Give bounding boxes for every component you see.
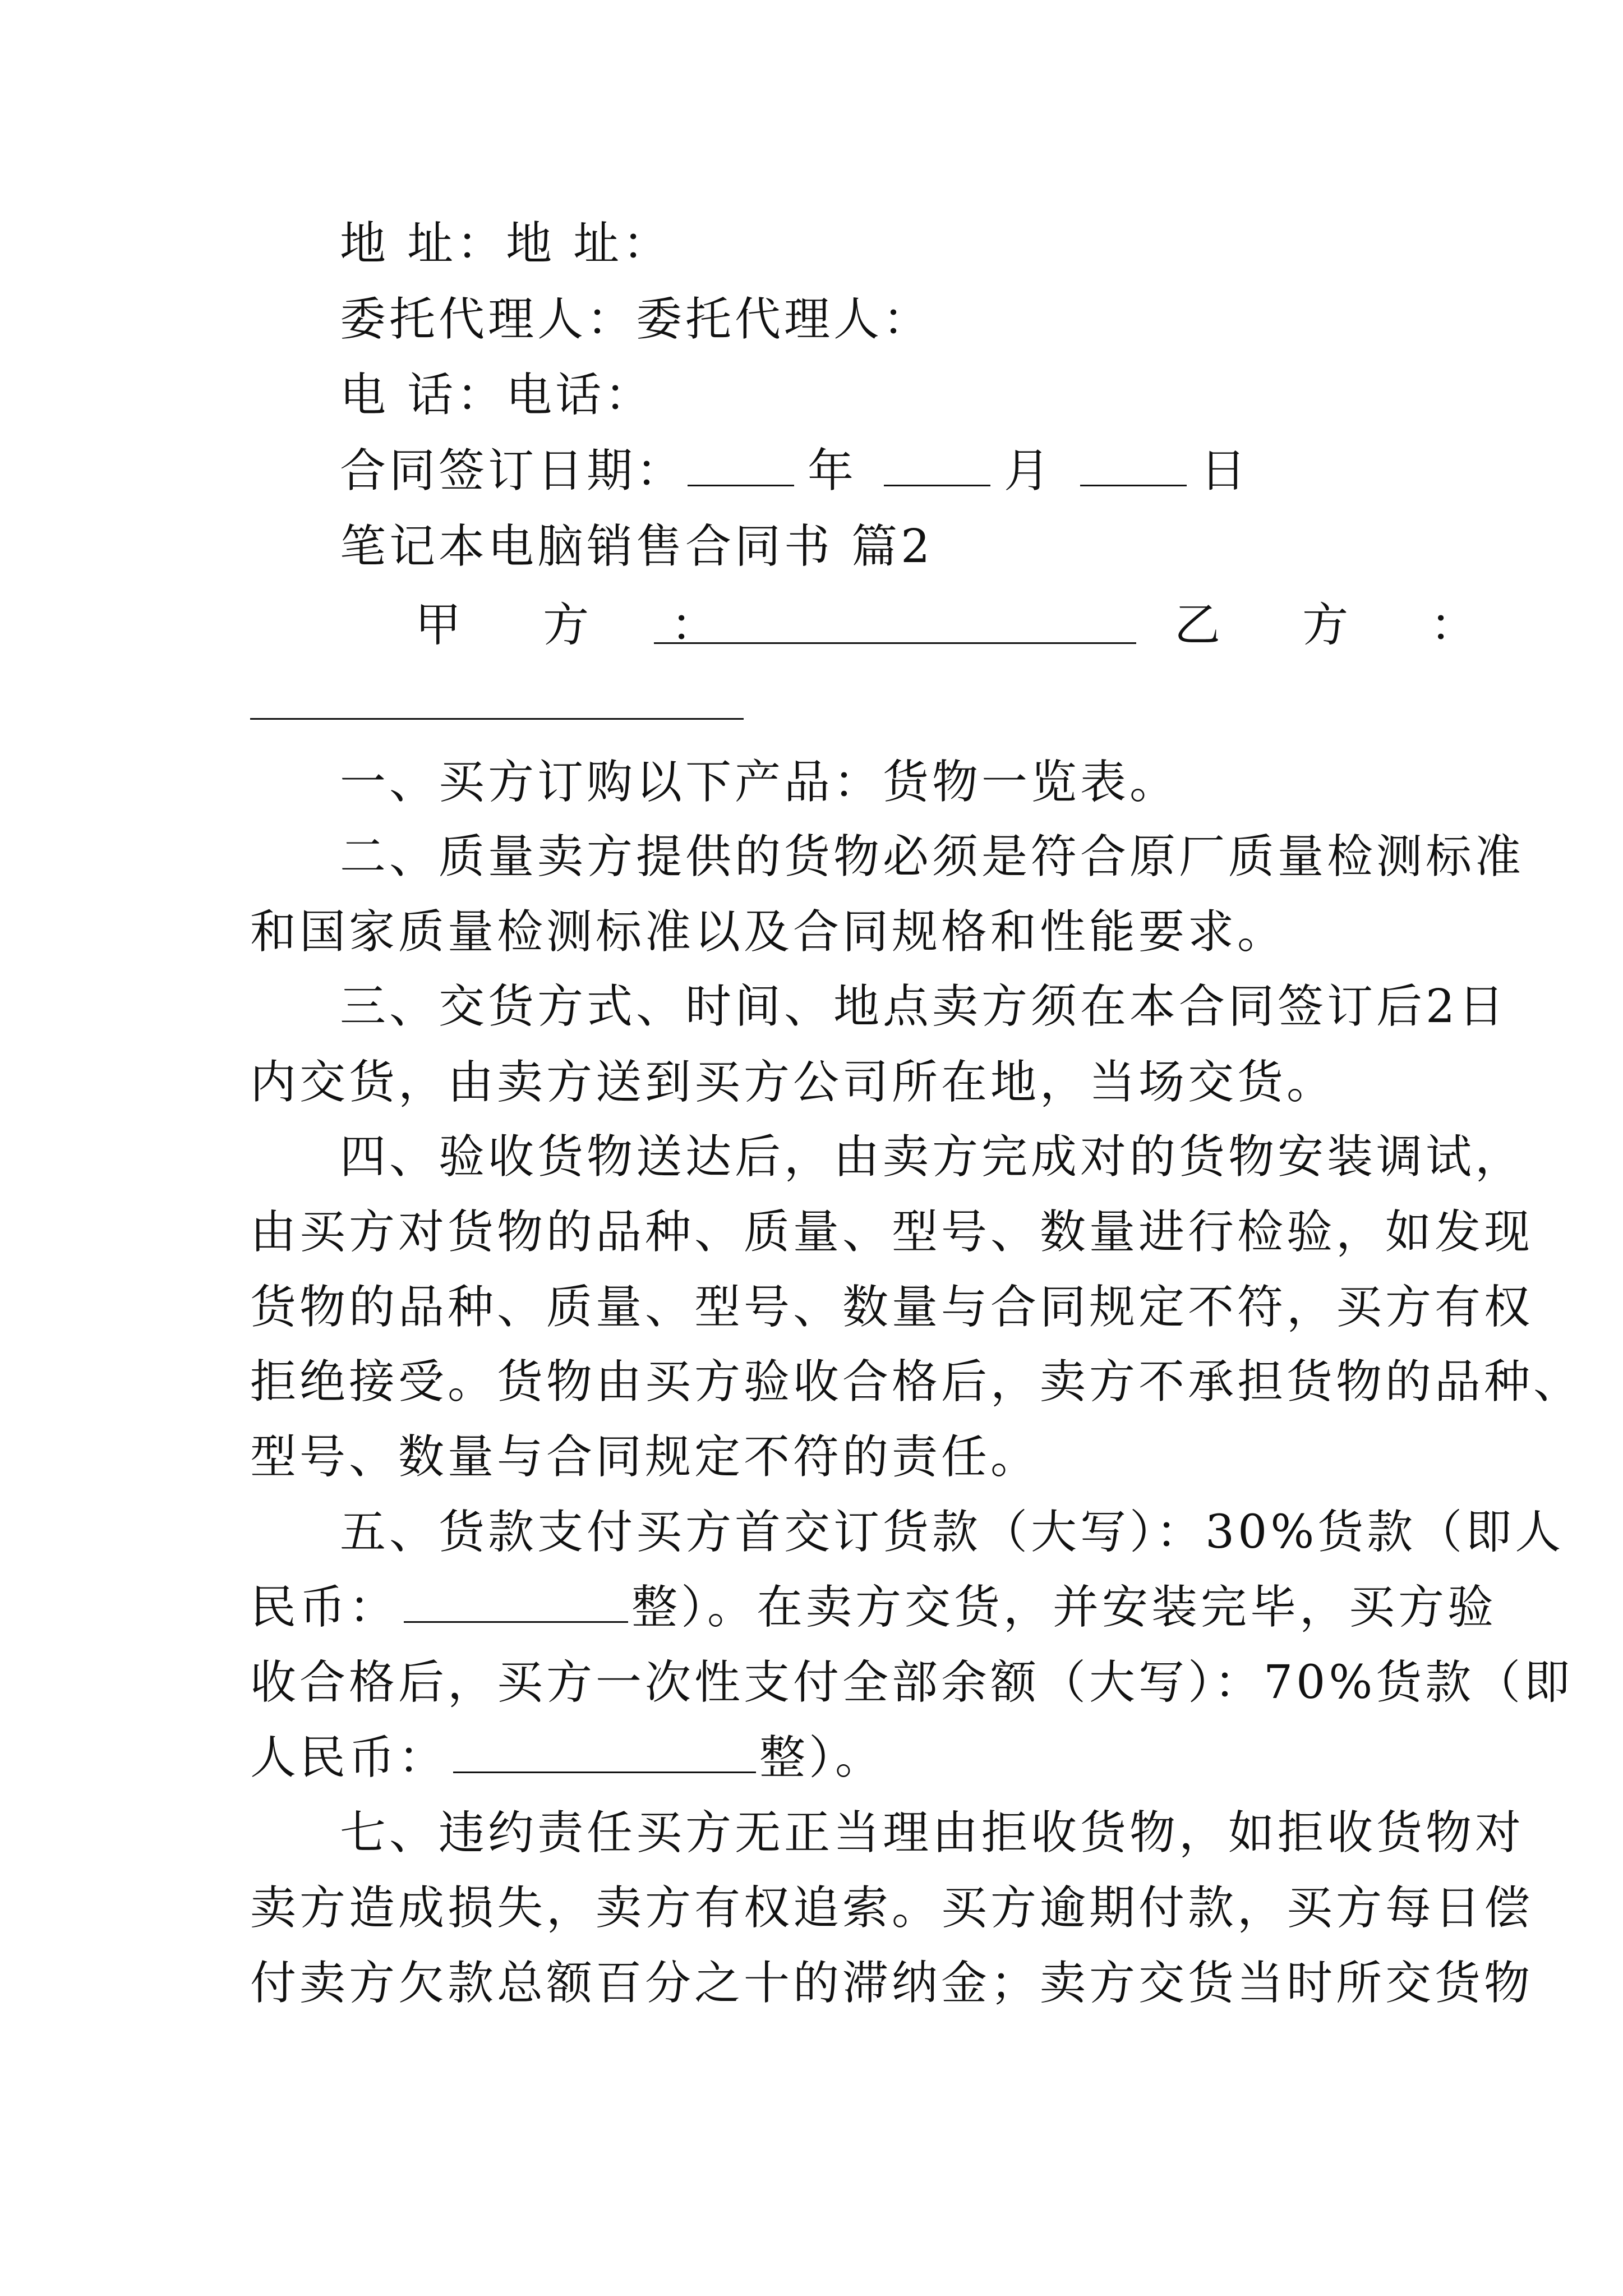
clause-7-line-1: 七、违约责任买方无正当理由拒收货物，如拒收货物对 xyxy=(340,1806,1525,1860)
month-label: 月 xyxy=(1004,444,1054,498)
clause-5-line-1: 五、货款支付买方首交订货款（大写）：30%货款（即人 xyxy=(340,1506,1565,1559)
clause-2-line-2: 和国家质量检测标准以及合同规格和性能要求。 xyxy=(250,905,1287,959)
clause-4-line-1: 四、验收货物送达后，由卖方完成对的货物安装调试， xyxy=(340,1130,1525,1184)
address-line: 地 址：地 址： xyxy=(340,217,672,270)
clause-7-line-3: 付卖方欠款总额百分之十的滞纳金；卖方交货当时所交货物 xyxy=(250,1957,1534,2010)
clause-5-line-4 xyxy=(250,1730,1394,1786)
day-label: 日 xyxy=(1200,444,1250,498)
clause-3-line-2: 内交货，由卖方送到买方公司所在地，当场交货。 xyxy=(250,1056,1336,1109)
clause-4-line-5: 型号、数量与合同规定不符的责任。 xyxy=(250,1430,1040,1484)
clause-5-line-2 xyxy=(250,1580,1497,1636)
clause-5-line-4-prefix: 人民币： xyxy=(250,1731,448,1784)
clause-4-line-2: 由买方对货物的品种、质量、型号、数量进行检验，如发现 xyxy=(250,1205,1534,1259)
sign-date-label: 合同签订日期： xyxy=(340,444,686,498)
day-blank xyxy=(1080,445,1187,486)
clause-4-line-4: 拒绝接受。货物由买方验收合格后，卖方不承担货物的品种、 xyxy=(250,1355,1583,1409)
clause-5-line-2-suffix: 整）。在卖方交货，并安装完毕，买方验 xyxy=(631,1581,1497,1634)
clause-4-line-3: 货物的品种、质量、型号、数量与合同规定不符，买方有权 xyxy=(250,1281,1534,1334)
clause-3-line-1: 三、交货方式、时间、地点卖方须在本合同签订后2日 xyxy=(340,980,1508,1033)
rmb-70-blank xyxy=(453,1732,756,1773)
year-label: 年 xyxy=(808,444,857,498)
party-a-label: 甲 方 ： xyxy=(415,599,751,652)
clause-5-line-2-prefix: 民币： xyxy=(250,1581,399,1634)
clause-5-line-4-suffix: 整）。 xyxy=(759,1731,885,1784)
clause-1-line-1: 一、买方订购以下产品：货物一览表。 xyxy=(340,756,1179,809)
section-title: 笔记本电脑销售合同书 篇2 xyxy=(340,520,934,573)
party-b-blank xyxy=(250,717,744,720)
year-blank xyxy=(688,445,794,486)
party-b-label: 乙 方 ： xyxy=(1174,599,1510,652)
clause-2-line-1: 二、质量卖方提供的货物必须是符合原厂质量检测标准 xyxy=(340,830,1525,884)
agent-line: 委托代理人：委托代理人： xyxy=(340,293,933,346)
sign-date-line xyxy=(340,443,1484,499)
month-blank xyxy=(884,445,990,486)
clause-5-line-3: 收合格后，买方一次性支付全部余额（大写）：70%货款（即 xyxy=(250,1656,1574,1709)
party-a-blank xyxy=(654,597,1136,644)
phone-line: 电 话：电话： xyxy=(340,369,654,422)
rmb-30-blank xyxy=(404,1582,628,1623)
clause-7-line-2: 卖方造成损失，卖方有权追索。买方逾期付款，买方每日偿 xyxy=(250,1881,1534,1935)
parties-row xyxy=(340,597,1510,659)
